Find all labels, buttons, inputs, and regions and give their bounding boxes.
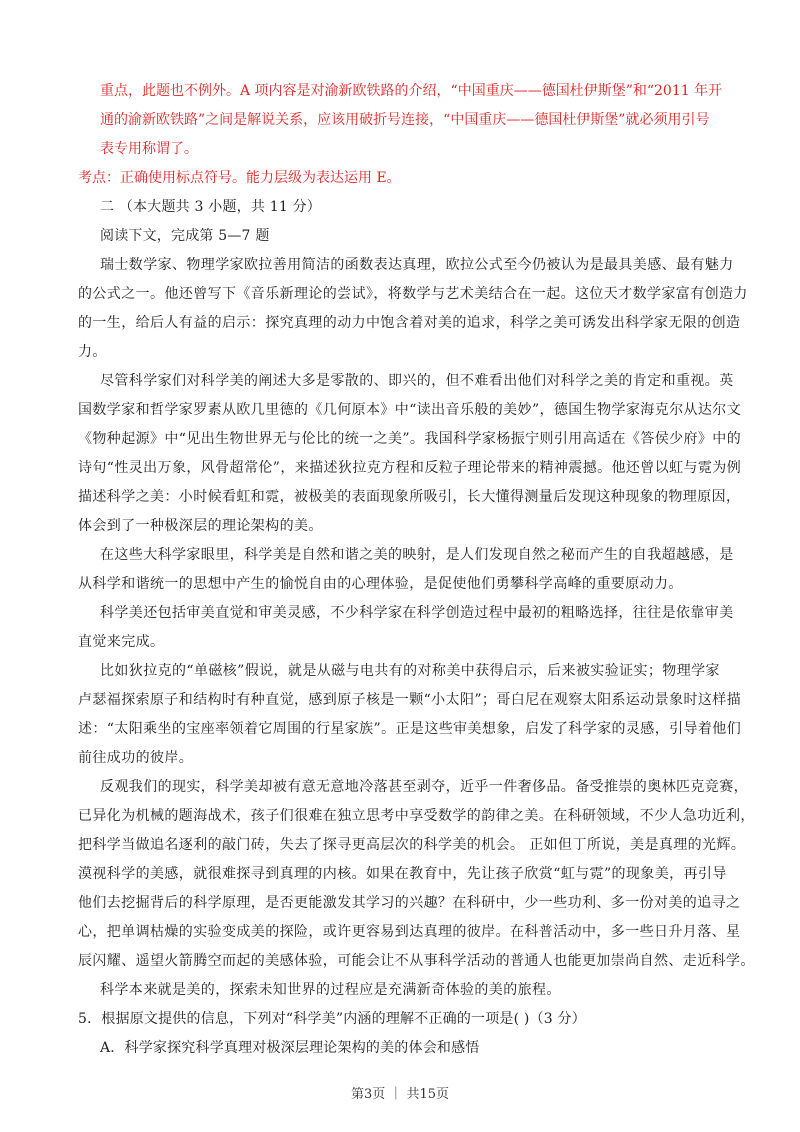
page-footer: 第3页 ｜ 共15页 <box>350 1087 450 1102</box>
passage-line: 的公式之一。他还曾写下《音乐新理论的尝试》，将数学与艺术美结合在一起。这位天才数学家富有创造力 <box>78 286 748 302</box>
passage-line: 科学本来就是美的，探索未知世界的过程应是充满新奇体验的美的旅程。 <box>100 982 561 998</box>
passage-line: 已异化为机械的题海战术，孩子们很难在独立思考中享受数学的韵律之美。在科研领域，不少人急功近利， <box>78 808 755 824</box>
question-line: 二 （本大题共 3 小题，共 11 分） <box>100 199 321 215</box>
passage-line: 辰闪耀、遥望火箭腾空而起的美感体验，可能会让不从事科学活动的普通人也能更加崇尚自然、走近科学。 <box>78 953 755 969</box>
passage-line: 心，把单调枯燥的实验变成美的探险，或许更容易到达真理的彼岸。在科普活动中，多一些日升月落、星 <box>78 924 741 940</box>
passage-line: 科学美还包括审美直觉和审美灵感，不少科学家在科学创造过程中最初的粗略选择，往往是依靠审美 <box>100 605 734 621</box>
passage-line: 描述科学之美：小时候看虹和霓，被极美的表面现象所吸引，长大懂得测量后发现这种现象的物理原因， <box>78 489 741 505</box>
passage-line: 卢瑟福探索原子和结构时有种直觉，感到原子核是一颗“小太阳”；哥白尼在观察太阳系运动景象时这样描 <box>78 692 742 708</box>
passage-line: 从科学和谐统一的思想中产生的愉悦自由的心理体验，是促使他们勇攀科学高峰的重要原动力。 <box>78 576 683 592</box>
passage-line: 尽管科学家们对科学美的阐述大多是零散的、即兴的，但不难看出他们对科学之美的肯定和重视。英 <box>100 373 734 389</box>
passage-line: 把科学当做追名逐利的敲门砖，失去了探寻更高层次的科学美的机会。 正如但丁所说，美是真理的光辉。 <box>78 837 746 853</box>
passage-line: 《物种起源》中“见出生物世界无与伦比的统一之美”。我国科学家杨振宁则引用高适在《答侯少府》中的 <box>78 431 742 447</box>
passage-line: 比如狄拉克的“单磁核”假说，就是从磁与电共有的对称美中获得启示，后来被实验证实；物理学家 <box>100 663 720 679</box>
passage-line: 述：“太阳乘坐的宝座率领着它周围的行星家族”。正是这些审美想象，启发了科学家的灵感，引导着他们 <box>78 721 742 737</box>
passage-line: 在这些大科学家眼里，科学美是自然和谐之美的映射，是人们发现自然之秘而产生的自我超越感，是 <box>100 547 734 563</box>
passage-line: 力。 <box>78 344 107 360</box>
passage-line: 直觉来完成。 <box>78 634 165 650</box>
passage-line: 漠视科学的美感，就很难探寻到真理的内核。如果在教育中，先让孩子欣赏“虹与霓”的现象美，再引导 <box>78 866 727 882</box>
passage-line: 的一生，给后人有益的启示：探究真理的动力中饱含着对美的追求，科学之美可诱发出科学家无限的创造 <box>78 315 741 331</box>
answer-explanation-line: 考点：正确使用标点符号。能力层级为表达运用 E。 <box>78 170 401 186</box>
passage-line: 前往成功的彼岸。 <box>78 750 194 766</box>
passage-line: 体会到了一种极深层的理论架构的美。 <box>78 518 323 534</box>
passage-line: 瑞士数学家、物理学家欧拉善用简洁的函数表达真理，欧拉公式至今仍被认为是最具美感、最有魅力 <box>100 257 734 273</box>
question-line: 5．根据原文提供的信息，下列对“科学美”内涵的理解不正确的一项是( )（3 分） <box>78 1011 586 1027</box>
question-line: 阅读下文，完成第 5—7 题 <box>100 228 270 244</box>
passage-line: 诗句“性灵出万象，风骨超常伦”，来描述狄拉克方程和反粒子理论带来的精神震撼。他还曾以虹与霓为例 <box>78 460 742 476</box>
question-line: A．科学家探究科学真理对极深层理论架构的美的体会和感悟 <box>100 1040 480 1056</box>
answer-explanation-line: 通的渝新欧铁路”之间是解说关系，应该用破折号连接，“中国重庆——德国杜伊斯堡”就必须用引号 <box>100 112 710 128</box>
answer-explanation-line: 表专用称谓了。 <box>100 141 198 157</box>
answer-explanation-line: 重点，此题也不例外。A 项内容是对渝新欧铁路的介绍，“中国重庆——德国杜伊斯堡”和“2011 年开 <box>100 83 723 99</box>
passage-line: 他们去挖掘背后的科学原理，是否更能激发其学习的兴趣？在科研中，少一些功利、多一份对美的追寻之 <box>78 895 741 911</box>
passage-line: 国数学家和哲学家罗素从欧几里德的《几何原本》中“读出音乐般的美妙”，德国生物学家海克尔从达尔文 <box>78 402 742 418</box>
passage-line: 反观我们的现实，科学美却被有意无意地冷落甚至剥夺，近乎一件奢侈品。备受推崇的奥林匹克竞赛， <box>100 779 748 795</box>
